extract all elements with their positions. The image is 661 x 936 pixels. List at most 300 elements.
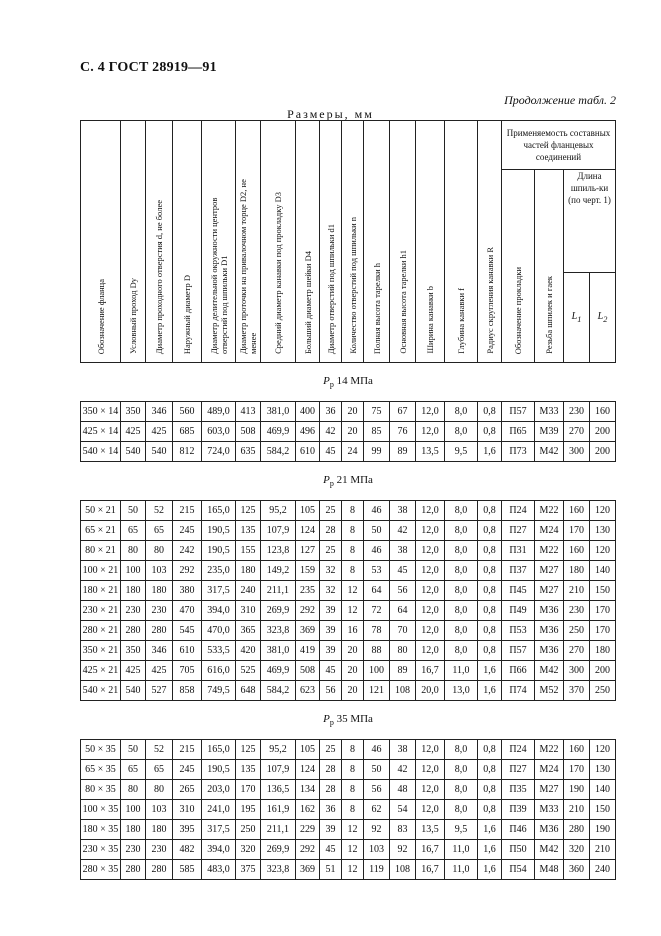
col-header-text: Резьба шпилек и гаек xyxy=(544,276,554,354)
table-cell: 381,0 xyxy=(261,402,296,422)
table-row xyxy=(81,601,616,621)
table-cell: 45 xyxy=(320,442,342,462)
table-cell: 292 xyxy=(296,601,320,621)
table-cell: П31 xyxy=(502,541,535,561)
col-header-text: Диаметр делительной окружности центров отверстий под шпильки D1 xyxy=(208,197,229,354)
table-row xyxy=(81,681,616,701)
table-cell: 369 xyxy=(296,621,320,641)
table-cell: 8 xyxy=(342,501,364,521)
table-cell: М39 xyxy=(535,422,564,442)
table-cell: 0,8 xyxy=(478,760,502,780)
table-cell: 12 xyxy=(342,581,364,601)
table-cell: 350 xyxy=(121,402,146,422)
table-cell: 540 xyxy=(146,442,173,462)
table-cell: 180 xyxy=(236,561,261,581)
table-cell: 215 xyxy=(173,740,202,760)
table-cell: 8 xyxy=(342,561,364,581)
col-header xyxy=(478,121,502,363)
table-cell: 120 xyxy=(590,501,616,521)
table-cell: 42 xyxy=(390,760,416,780)
table-cell: 310 xyxy=(236,601,261,621)
table-cell: 365 xyxy=(236,621,261,641)
table-cell: 80 xyxy=(146,541,173,561)
table-row xyxy=(81,780,616,800)
table-cell: 50 xyxy=(364,521,390,541)
table-cell: 610 xyxy=(173,641,202,661)
table-cell: 13,5 xyxy=(416,442,445,462)
flange-designation-cell: 280 × 35 xyxy=(81,860,121,880)
flange-designation-cell: 540 × 14 xyxy=(81,442,121,462)
table-cell: 70 xyxy=(390,621,416,641)
table-cell: 346 xyxy=(146,641,173,661)
table-cell: 0,8 xyxy=(478,641,502,661)
table-cell: 80 xyxy=(121,541,146,561)
flange-designation-cell: 180 × 35 xyxy=(81,820,121,840)
table-cell: 95,2 xyxy=(261,740,296,760)
table-cell: 53 xyxy=(364,561,390,581)
table-cell: 64 xyxy=(390,601,416,621)
flange-designation-cell: 50 × 21 xyxy=(81,501,121,521)
table-cell: 125 xyxy=(236,501,261,521)
table-cell: 88 xyxy=(364,641,390,661)
flange-designation-cell: 80 × 21 xyxy=(81,541,121,561)
table-cell: 235,0 xyxy=(202,561,236,581)
table-cell: 38 xyxy=(390,740,416,760)
table-row xyxy=(81,521,616,541)
dimensions-caption: Размеры, мм xyxy=(287,107,374,121)
table-cell: 78 xyxy=(364,621,390,641)
table-cell: 180 xyxy=(146,820,173,840)
table-cell: 13,0 xyxy=(445,681,478,701)
table-cell: 525 xyxy=(236,661,261,681)
table-cell: 54 xyxy=(390,800,416,820)
table-cell: 470,0 xyxy=(202,621,236,641)
table-cell: 685 xyxy=(173,422,202,442)
flange-designation-cell: 180 × 21 xyxy=(81,581,121,601)
col-header xyxy=(535,170,564,363)
table-cell: 20 xyxy=(342,422,364,442)
table-cell: 230 xyxy=(564,402,590,422)
table-cell: 135 xyxy=(236,760,261,780)
col-header-text: Средний диаметр канавки под прокладку D3 xyxy=(273,192,283,354)
flange-designation-cell: 425 × 21 xyxy=(81,661,121,681)
flange-designation-cell: 425 × 14 xyxy=(81,422,121,442)
table-cell: 50 xyxy=(121,501,146,521)
table-cell: 280 xyxy=(121,860,146,880)
flange-dimensions-table xyxy=(80,120,616,880)
table-cell: 9,5 xyxy=(445,442,478,462)
table-cell: 38 xyxy=(390,541,416,561)
table-cell: М36 xyxy=(535,820,564,840)
table-cell: 230 xyxy=(146,601,173,621)
col-header-text: Диаметр проходного отверстия d, не более xyxy=(154,199,164,354)
table-row xyxy=(81,800,616,820)
table-cell: 12,0 xyxy=(416,760,445,780)
table-cell: П54 xyxy=(502,860,535,880)
table-cell: 425 xyxy=(121,661,146,681)
col-header-text: Условный проход Dу xyxy=(128,278,138,354)
table-cell: 52 xyxy=(146,740,173,760)
table-cell: 120 xyxy=(590,740,616,760)
table-cell: 124 xyxy=(296,521,320,541)
table-cell: 317,5 xyxy=(202,820,236,840)
pressure-label: $P_р$ 21 МПа xyxy=(81,462,616,501)
col-header-text: Диаметр отверстий под шпильки d1 xyxy=(325,223,336,354)
table-cell: 413 xyxy=(236,402,261,422)
table-cell: 812 xyxy=(173,442,202,462)
table-cell: 25 xyxy=(320,541,342,561)
table-cell: 250 xyxy=(236,820,261,840)
table-cell: 56 xyxy=(320,681,342,701)
col-header xyxy=(146,121,173,363)
table-cell: М42 xyxy=(535,840,564,860)
flange-designation-cell: 65 × 35 xyxy=(81,760,121,780)
table-cell: 65 xyxy=(146,760,173,780)
flange-designation-cell: 100 × 21 xyxy=(81,561,121,581)
table-cell: 105 xyxy=(296,740,320,760)
table-cell: 50 xyxy=(121,740,146,760)
table-cell: 170 xyxy=(236,780,261,800)
table-cell: П39 xyxy=(502,800,535,820)
table-cell: П49 xyxy=(502,601,535,621)
table-cell: 180 xyxy=(121,820,146,840)
table-cell: 67 xyxy=(390,402,416,422)
table-cell: 92 xyxy=(364,820,390,840)
table-cell: 235 xyxy=(296,581,320,601)
pressure-label: $P_р$ 14 МПа xyxy=(81,363,616,402)
table-cell: П27 xyxy=(502,760,535,780)
table-cell: 8,0 xyxy=(445,561,478,581)
table-cell: 89 xyxy=(390,442,416,462)
table-cell: 292 xyxy=(173,561,202,581)
page-title: С. 4 ГОСТ 28919—91 xyxy=(80,60,217,75)
table-cell: 8,0 xyxy=(445,422,478,442)
table-cell: П24 xyxy=(502,501,535,521)
table-cell: 245 xyxy=(173,521,202,541)
col-header xyxy=(121,121,146,363)
table-cell: 160 xyxy=(564,740,590,760)
table-cell: 0,8 xyxy=(478,521,502,541)
table-cell: 100 xyxy=(121,561,146,581)
table-cell: 425 xyxy=(146,422,173,442)
table-cell: 200 xyxy=(590,442,616,462)
table-cell: 28 xyxy=(320,521,342,541)
table-cell: 300 xyxy=(564,661,590,681)
col-header xyxy=(296,121,320,363)
table-cell: М22 xyxy=(535,541,564,561)
table-cell: 12,0 xyxy=(416,422,445,442)
table-row xyxy=(81,561,616,581)
table-cell: 323,8 xyxy=(261,621,296,641)
table-cell: 20 xyxy=(342,641,364,661)
table-cell: М36 xyxy=(535,601,564,621)
length-header: Длина шпиль-ки (по черт. 1) xyxy=(564,170,616,273)
flange-designation-cell: 80 × 35 xyxy=(81,780,121,800)
table-cell: П35 xyxy=(502,780,535,800)
table-cell: М27 xyxy=(535,561,564,581)
table-cell: 83 xyxy=(390,820,416,840)
table-cell: 52 xyxy=(146,501,173,521)
table-cell: 240 xyxy=(590,860,616,880)
table-cell: 369 xyxy=(296,860,320,880)
table-cell: 229 xyxy=(296,820,320,840)
table-cell: 65 xyxy=(121,521,146,541)
table-cell: 190,5 xyxy=(202,541,236,561)
table-cell: 8 xyxy=(342,521,364,541)
table-cell: 12,0 xyxy=(416,601,445,621)
table-row xyxy=(81,840,616,860)
table-cell: 0,8 xyxy=(478,740,502,760)
table-cell: 50 xyxy=(364,760,390,780)
table-cell: 190 xyxy=(590,820,616,840)
table-cell: 11,0 xyxy=(445,860,478,880)
flange-designation-cell: 540 × 21 xyxy=(81,681,121,701)
table-cell: 483,0 xyxy=(202,860,236,880)
table-cell: 13,5 xyxy=(416,820,445,840)
table-cell: 170 xyxy=(590,621,616,641)
table-cell: 119 xyxy=(364,860,390,880)
table-cell: 300 xyxy=(564,442,590,462)
table-cell: 134 xyxy=(296,780,320,800)
table-cell: 8,0 xyxy=(445,581,478,601)
table-cell: П57 xyxy=(502,402,535,422)
table-cell: П74 xyxy=(502,681,535,701)
table-cell: 76 xyxy=(390,422,416,442)
table-cell: 155 xyxy=(236,541,261,561)
table-cell: П53 xyxy=(502,621,535,641)
table-cell: 20 xyxy=(342,681,364,701)
table-cell: 45 xyxy=(390,561,416,581)
table-cell: 64 xyxy=(364,581,390,601)
table-cell: 11,0 xyxy=(445,840,478,860)
table-cell: 0,8 xyxy=(478,561,502,581)
table-cell: 120 xyxy=(590,541,616,561)
table-cell: 470 xyxy=(173,601,202,621)
table-cell: 245 xyxy=(173,760,202,780)
table-row xyxy=(81,442,616,462)
table-cell: 616,0 xyxy=(202,661,236,681)
table-cell: П50 xyxy=(502,840,535,860)
col-header-text: Полная высота тарелки h xyxy=(371,262,382,354)
table-cell: 705 xyxy=(173,661,202,681)
table-cell: 16,7 xyxy=(416,661,445,681)
table-cell: 8 xyxy=(342,541,364,561)
table-cell: 635 xyxy=(236,442,261,462)
table-cell: 425 xyxy=(146,661,173,681)
table-cell: 107,9 xyxy=(261,521,296,541)
table-cell: 8 xyxy=(342,760,364,780)
table-cell: 269,9 xyxy=(261,601,296,621)
flange-designation-cell: 100 × 35 xyxy=(81,800,121,820)
table-cell: 469,9 xyxy=(261,661,296,681)
table-cell: 610 xyxy=(296,442,320,462)
table-cell: 360 xyxy=(564,860,590,880)
table-cell: 136,5 xyxy=(261,780,296,800)
table-cell: 648 xyxy=(236,681,261,701)
table-cell: 12,0 xyxy=(416,621,445,641)
table-cell: 749,5 xyxy=(202,681,236,701)
flange-designation-cell: 350 × 21 xyxy=(81,641,121,661)
table-cell: 0,8 xyxy=(478,621,502,641)
table-cell: 103 xyxy=(364,840,390,860)
table-cell: 46 xyxy=(364,740,390,760)
col-header-text: Больший диаметр шейки D4 xyxy=(302,251,313,354)
table-cell: 280 xyxy=(121,621,146,641)
table-cell: 150 xyxy=(590,581,616,601)
table-cell: 159 xyxy=(296,561,320,581)
table-cell: 292 xyxy=(296,840,320,860)
table-cell: 469,9 xyxy=(261,422,296,442)
table-cell: 200 xyxy=(590,661,616,681)
table-cell: 8,0 xyxy=(445,800,478,820)
table-cell: М42 xyxy=(535,442,564,462)
table-cell: 16,7 xyxy=(416,840,445,860)
col-header xyxy=(202,121,236,363)
table-cell: 32 xyxy=(320,561,342,581)
table-cell: 12,0 xyxy=(416,581,445,601)
table-cell: М27 xyxy=(535,581,564,601)
col-header xyxy=(364,121,390,363)
table-row xyxy=(81,820,616,840)
table-cell: 195 xyxy=(236,800,261,820)
table-cell: 25 xyxy=(320,501,342,521)
table-cell: 8,0 xyxy=(445,621,478,641)
pressure-section-header xyxy=(81,363,616,402)
table-cell: 160 xyxy=(564,501,590,521)
table-cell: 8 xyxy=(342,780,364,800)
table-cell: 51 xyxy=(320,860,342,880)
table-cell: 623 xyxy=(296,681,320,701)
table-cell: 250 xyxy=(564,621,590,641)
table-cell: 8,0 xyxy=(445,740,478,760)
table-cell: 230 xyxy=(564,601,590,621)
table-cell: 482 xyxy=(173,840,202,860)
table-cell: 100 xyxy=(364,661,390,681)
col-header xyxy=(445,121,478,363)
table-cell: 80 xyxy=(121,780,146,800)
col-header xyxy=(416,121,445,363)
table-cell: 80 xyxy=(146,780,173,800)
table-cell: 540 xyxy=(121,681,146,701)
table-cell: 508 xyxy=(236,422,261,442)
table-cell: 32 xyxy=(320,581,342,601)
table-cell: 12,0 xyxy=(416,641,445,661)
table-cell: 121 xyxy=(364,681,390,701)
table-cell: 533,5 xyxy=(202,641,236,661)
col-header xyxy=(320,121,342,363)
table-cell: 1,6 xyxy=(478,681,502,701)
table-cell: 394,0 xyxy=(202,840,236,860)
table-cell: 36 xyxy=(320,402,342,422)
table-cell: 190 xyxy=(564,780,590,800)
table-cell: 240 xyxy=(236,581,261,601)
table-cell: 180 xyxy=(590,641,616,661)
table-cell: 46 xyxy=(364,541,390,561)
table-cell: 265 xyxy=(173,780,202,800)
table-cell: 103 xyxy=(146,800,173,820)
table-cell: 161,9 xyxy=(261,800,296,820)
table-cell: 210 xyxy=(564,800,590,820)
flange-designation-cell: 280 × 21 xyxy=(81,621,121,641)
table-cell: 585 xyxy=(173,860,202,880)
table-cell: 420 xyxy=(236,641,261,661)
table-cell: 12,0 xyxy=(416,541,445,561)
table-cell: 160 xyxy=(590,402,616,422)
table-cell: 162 xyxy=(296,800,320,820)
table-cell: 190,5 xyxy=(202,760,236,780)
table-cell: 8,0 xyxy=(445,760,478,780)
pressure-label: $P_р$ 35 МПа xyxy=(81,701,616,740)
table-cell: 95,2 xyxy=(261,501,296,521)
length-l2-header: $L_2$ xyxy=(590,272,616,362)
flange-designation-cell: 350 × 14 xyxy=(81,402,121,422)
col-header-text: Наружный диаметр D xyxy=(182,274,192,354)
table-cell: М27 xyxy=(535,780,564,800)
table-cell: 211,1 xyxy=(261,581,296,601)
table-cell: 180 xyxy=(564,561,590,581)
table-cell: П73 xyxy=(502,442,535,462)
table-cell: 12,0 xyxy=(416,402,445,422)
table-cell: 180 xyxy=(146,581,173,601)
table-row xyxy=(81,860,616,880)
table-cell: 24 xyxy=(342,442,364,462)
table-cell: П37 xyxy=(502,561,535,581)
table-cell: 12 xyxy=(342,820,364,840)
table-cell: 527 xyxy=(146,681,173,701)
table-cell: 65 xyxy=(146,521,173,541)
table-cell: 8,0 xyxy=(445,501,478,521)
table-cell: 1,6 xyxy=(478,820,502,840)
table-cell: 170 xyxy=(590,601,616,621)
length-l1-header: $L_1$ xyxy=(564,272,590,362)
table-cell: 320 xyxy=(564,840,590,860)
table-cell: 9,5 xyxy=(445,820,478,840)
table-cell: 241,0 xyxy=(202,800,236,820)
table-row xyxy=(81,541,616,561)
table-cell: 12,0 xyxy=(416,740,445,760)
table-cell: 39 xyxy=(320,820,342,840)
table-cell: 496 xyxy=(296,422,320,442)
table-cell: 317,5 xyxy=(202,581,236,601)
table-cell: М22 xyxy=(535,501,564,521)
table-cell: 45 xyxy=(320,661,342,681)
table-cell: М36 xyxy=(535,641,564,661)
table-cell: 42 xyxy=(390,521,416,541)
col-header xyxy=(261,121,296,363)
table-cell: 1,6 xyxy=(478,860,502,880)
pressure-section-header xyxy=(81,701,616,740)
table-cell: М42 xyxy=(535,661,564,681)
table-cell: 108 xyxy=(390,681,416,701)
table-cell: 419 xyxy=(296,641,320,661)
col-header xyxy=(173,121,202,363)
table-cell: 8 xyxy=(342,740,364,760)
col-header-text: Количество отверстий под шпильки n xyxy=(347,217,358,354)
table-cell: М22 xyxy=(535,740,564,760)
table-cell: 230 xyxy=(121,601,146,621)
table-cell: 39 xyxy=(320,601,342,621)
table-cell: 170 xyxy=(564,521,590,541)
table-cell: 105 xyxy=(296,501,320,521)
table-cell: 323,8 xyxy=(261,860,296,880)
table-cell: 149,2 xyxy=(261,561,296,581)
table-cell: 140 xyxy=(590,780,616,800)
table-cell: 165,0 xyxy=(202,501,236,521)
table-cell: 20 xyxy=(342,402,364,422)
table-cell: 165,0 xyxy=(202,740,236,760)
col-header xyxy=(390,121,416,363)
table-cell: 12,0 xyxy=(416,800,445,820)
